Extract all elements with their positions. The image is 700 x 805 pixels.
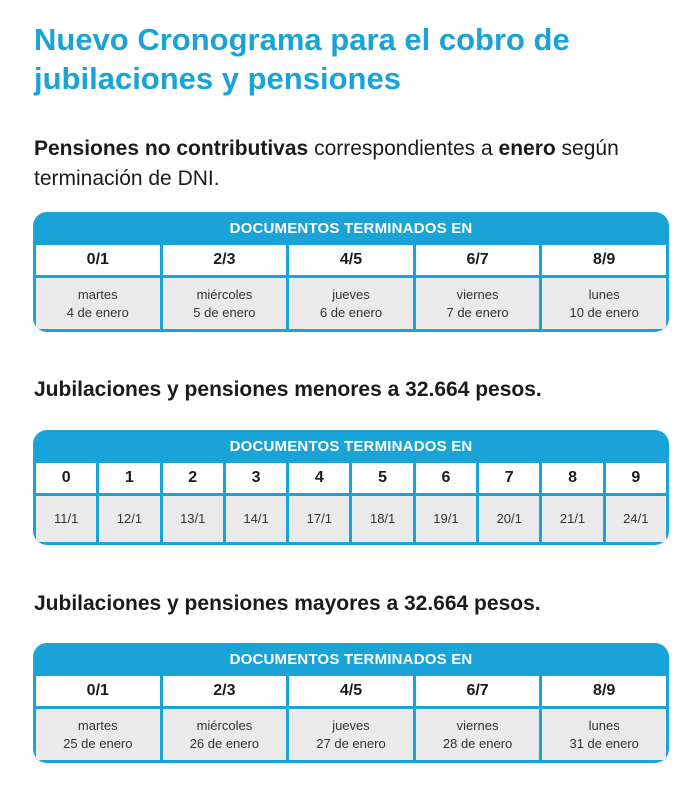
digit-cell: 6/7 bbox=[416, 676, 540, 706]
date-cell bbox=[163, 709, 287, 760]
day-label: lunes bbox=[588, 286, 620, 302]
date-cell: 11/1 bbox=[36, 496, 96, 542]
date-label: 4 de enero bbox=[66, 304, 129, 320]
table-header: DOCUMENTOS TERMINADOS EN bbox=[229, 651, 473, 668]
date-cell bbox=[289, 278, 413, 329]
date-label: 28 de enero bbox=[442, 735, 513, 751]
intro-bold-pensions: Pensiones no contributivas bbox=[34, 137, 309, 160]
table-header: DOCUMENTOS TERMINADOS EN bbox=[229, 438, 473, 455]
intro-bold-month: enero bbox=[498, 137, 556, 160]
date-cell: 14/1 bbox=[226, 496, 286, 542]
date-cell bbox=[416, 709, 540, 760]
day-label: viernes bbox=[456, 717, 499, 733]
date-cell bbox=[542, 278, 666, 329]
digit-cell: 4/5 bbox=[289, 245, 413, 275]
day-label: miércoles bbox=[196, 286, 253, 302]
dates-row bbox=[36, 496, 666, 542]
digit-cell: 8/9 bbox=[542, 676, 666, 706]
table-header: DOCUMENTOS TERMINADOS EN bbox=[229, 220, 473, 237]
digit-cell: 9 bbox=[606, 463, 666, 493]
date-label: 25 de enero bbox=[63, 735, 133, 751]
digit-cell: 0/1 bbox=[36, 676, 160, 706]
date-cell: 20/1 bbox=[479, 496, 539, 542]
date-cell: 24/1 bbox=[606, 496, 666, 542]
day-label: viernes bbox=[456, 286, 499, 302]
date-cell bbox=[289, 709, 413, 760]
date-label: 26 de enero bbox=[189, 735, 260, 751]
digits-row bbox=[36, 245, 666, 275]
date-label: 6 de enero bbox=[319, 304, 383, 320]
date-label: 10 de enero bbox=[569, 304, 639, 320]
date-cell: 19/1 bbox=[416, 496, 476, 542]
digit-cell: 4 bbox=[289, 463, 349, 493]
day-label: jueves bbox=[332, 717, 370, 733]
digit-cell: 0/1 bbox=[36, 245, 160, 275]
dates-row bbox=[36, 709, 666, 760]
date-label: 7 de enero bbox=[446, 304, 509, 320]
date-cell: 21/1 bbox=[542, 496, 602, 542]
digit-cell: 4/5 bbox=[289, 676, 413, 706]
day-label: martes bbox=[77, 286, 118, 302]
digit-cell: 8/9 bbox=[542, 245, 666, 275]
digit-cell: 1 bbox=[99, 463, 159, 493]
date-cell: 18/1 bbox=[352, 496, 412, 542]
day-label: miércoles bbox=[196, 717, 253, 733]
date-cell bbox=[416, 278, 540, 329]
digit-cell: 2 bbox=[163, 463, 223, 493]
date-cell: 17/1 bbox=[289, 496, 349, 542]
digit-cell: 0 bbox=[36, 463, 96, 493]
date-label: 27 de enero bbox=[316, 735, 386, 751]
schedule-table-higher bbox=[33, 643, 669, 763]
date-cell bbox=[36, 278, 160, 329]
section-heading-lower: Jubilaciones y pensiones menores a 32.664 pesos. bbox=[34, 378, 542, 401]
section-heading-higher: Jubilaciones y pensiones mayores a 32.664 pesos. bbox=[34, 592, 541, 615]
date-cell bbox=[542, 709, 666, 760]
date-cell: 13/1 bbox=[163, 496, 223, 542]
digit-cell: 6/7 bbox=[416, 245, 540, 275]
day-label: lunes bbox=[588, 717, 620, 733]
date-cell bbox=[36, 709, 160, 760]
date-cell: 12/1 bbox=[99, 496, 159, 542]
intro-text-1: correspondientes a bbox=[308, 137, 499, 160]
date-label: 5 de enero bbox=[193, 304, 256, 320]
intro-text bbox=[34, 134, 654, 194]
day-label: martes bbox=[77, 717, 118, 733]
digit-cell: 3 bbox=[226, 463, 286, 493]
page-title: Nuevo Cronograma para el cobro de jubilaciones y pensiones bbox=[34, 22, 570, 96]
digit-cell: 2/3 bbox=[163, 676, 287, 706]
digit-cell: 6 bbox=[416, 463, 476, 493]
digit-cell: 7 bbox=[479, 463, 539, 493]
day-label: jueves bbox=[332, 286, 370, 302]
intro-text-2: según terminación de DNI. bbox=[34, 137, 619, 190]
digits-row bbox=[36, 463, 666, 493]
dates-row bbox=[36, 278, 666, 329]
digit-cell: 8 bbox=[542, 463, 602, 493]
digit-cell: 5 bbox=[352, 463, 412, 493]
date-cell bbox=[163, 278, 287, 329]
digits-row bbox=[36, 676, 666, 706]
schedule-table-lower bbox=[33, 430, 669, 545]
digit-cell: 2/3 bbox=[163, 245, 287, 275]
date-label: 31 de enero bbox=[569, 735, 639, 751]
schedule-table-non-contributive bbox=[33, 212, 669, 332]
